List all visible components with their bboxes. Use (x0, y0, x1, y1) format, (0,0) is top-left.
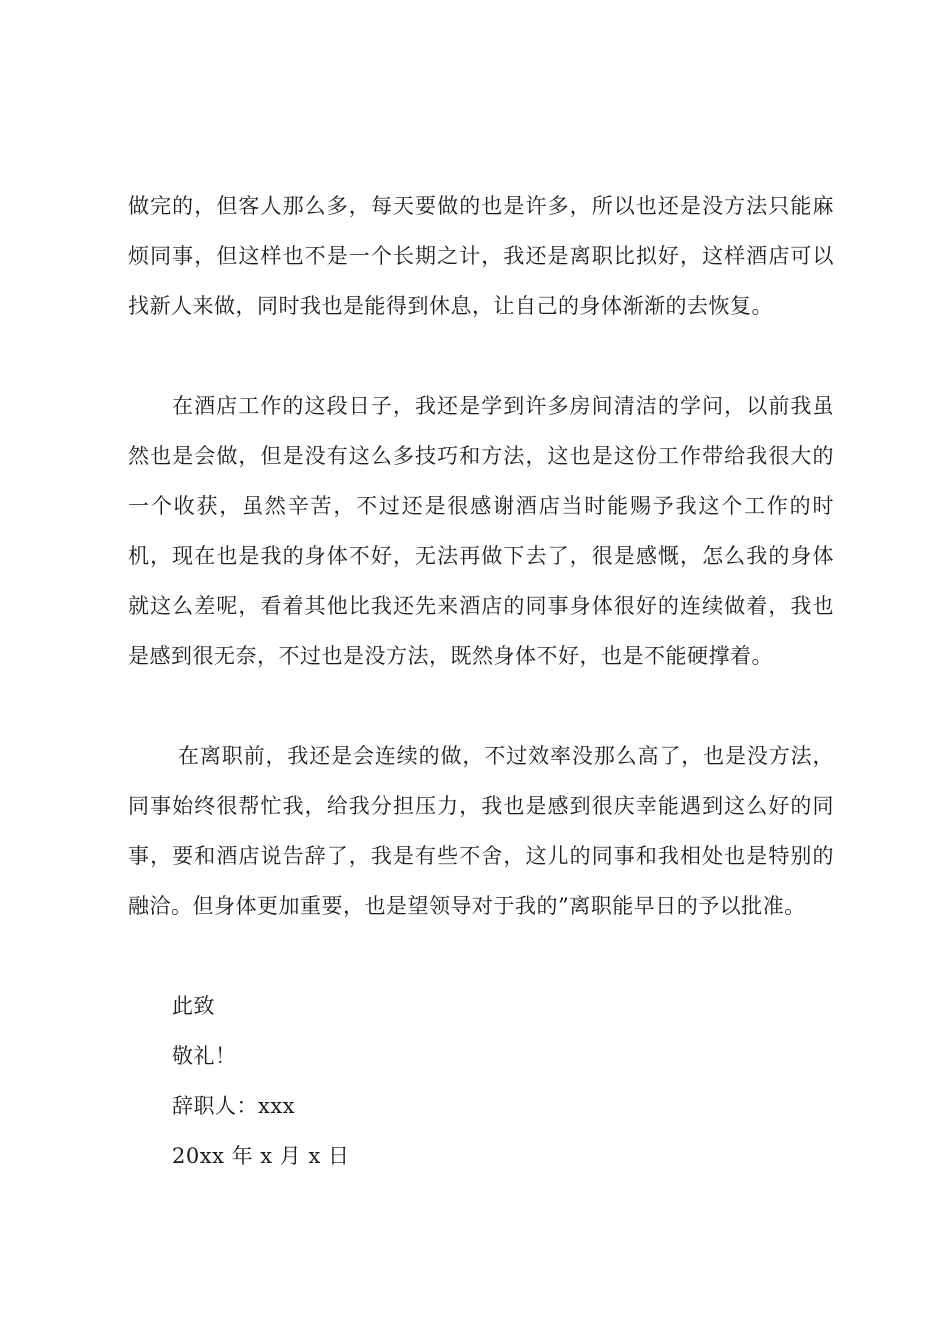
closing-salutation: 此致 (172, 994, 215, 1018)
closing-respect: 敬礼！ (172, 1044, 237, 1068)
paragraph-3: 在离职前，我还是会连续的做，不过效率没那么高了，也是没方法，同事始终很帮忙我，给我分担压力，我也是感到很庆幸能遇到这么好的同事，要和酒店说告辞了，我是有些不舍，这儿的同事和我相处也是特别的融洽。但身体更加重要，也是望领导对于我的”离职能早日的予以批准。 (128, 744, 834, 918)
paragraph-1: 做完的，但客人那么多，每天要做的也是许多，所以也还是没方法只能麻烦同事，但这样也不是一个长期之计，我还是离职比拟好，这样酒店可以找新人来做，同时我也是能得到休息，让自己的身体渐渐的去恢复。 (128, 194, 834, 318)
signer-line: 辞职人：xxx (172, 1094, 296, 1118)
date-line: 20xx 年 x 月 x 日 (172, 1144, 350, 1168)
paragraph-2: 在酒店工作的这段日子，我还是学到许多房间清洁的学问，以前我虽然也是会做，但是没有这么多技巧和方法，这也是这份工作带给我很大的一个收获，虽然辛苦，不过还是很感谢酒店当时能赐予我这个工作的时机，现在也是我的身体不好，无法再做下去了，很是感慨，怎么我的身体就这么差呢，看着其他比我还先来酒店的同事身体很好的连续做着，我也是感到很无奈，不过也是没方法，既然身体不好，也是不能硬撑着。 (128, 394, 834, 668)
